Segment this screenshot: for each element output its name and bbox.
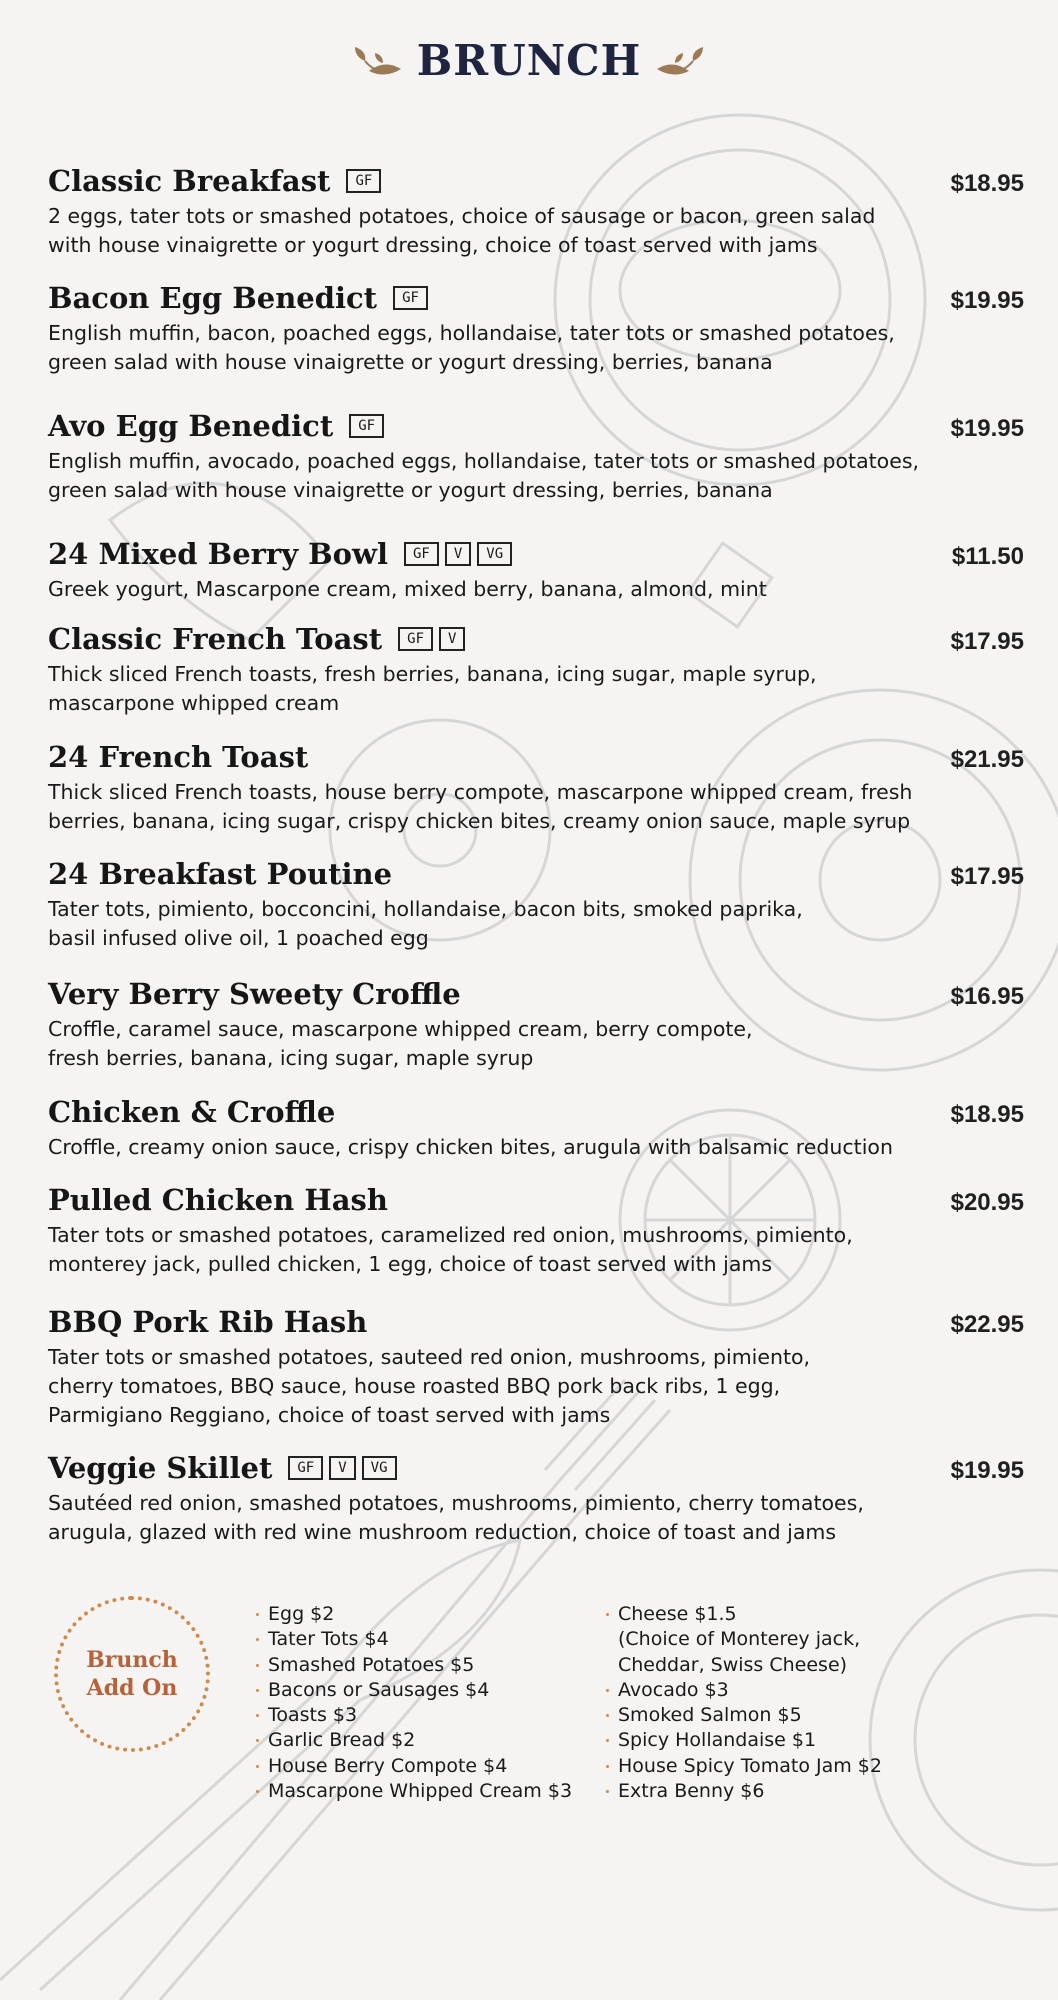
addon-item: Spicy Hollandaise $1 (606, 1728, 882, 1753)
item-price: $17.95 (950, 863, 1024, 890)
item-name: 24 Mixed Berry Bowl (48, 537, 388, 571)
addon-item: Smoked Salmon $5 (606, 1703, 882, 1728)
addon-item: Toasts $3 (256, 1703, 572, 1728)
addon-item: Avocado $3 (606, 1678, 882, 1703)
menu-item-24-french-toast (48, 740, 1024, 836)
menu-header (0, 36, 1058, 85)
menu-item-veggie-skillet (48, 1451, 1024, 1547)
item-price: $11.50 (951, 543, 1024, 570)
addon-list-column-1 (256, 1602, 572, 1804)
item-name: BBQ Pork Rib Hash (48, 1305, 368, 1339)
leaf-ornament-right-icon (651, 41, 707, 81)
addon-item: House Berry Compote $4 (256, 1754, 572, 1779)
addon-item: Garlic Bread $2 (256, 1728, 572, 1753)
item-price: $20.95 (950, 1189, 1024, 1216)
item-price: $19.95 (950, 1457, 1024, 1484)
dietary-tag: GF (349, 414, 384, 438)
item-price: $22.95 (950, 1311, 1024, 1338)
dietary-tag: GF (404, 542, 439, 566)
item-price: $19.95 (950, 415, 1024, 442)
menu-item-mixed-berry-bowl (48, 537, 1024, 604)
item-name: Bacon Egg Benedict (48, 281, 378, 315)
dietary-tag: V (329, 1456, 355, 1480)
item-price: $17.95 (950, 628, 1024, 655)
item-price: $19.95 (950, 287, 1024, 314)
addon-item: Cheese $1.5 (Choice of Monterey jack, Cheddar, Swiss Cheese) (606, 1602, 882, 1678)
item-description: Tater tots or smashed potatoes, sauteed red onion, mushrooms, pimiento, cherry tomatoes, BBQ sauce, house roasted BBQ pork back ribs, 1 egg, Parmigiano Reggiano, choice of toast served with jams (48, 1345, 811, 1427)
item-description: Thick sliced French toasts, fresh berries, banana, icing sugar, maple syrup, mascarpone whipped cream (48, 662, 817, 715)
dietary-tags (349, 414, 384, 438)
dietary-tag: V (445, 542, 471, 566)
item-description: Greek yogurt, Mascarpone cream, mixed berry, banana, almond, mint (48, 577, 767, 601)
item-price: $18.95 (950, 170, 1024, 197)
addon-item: Bacons or Sausages $4 (256, 1678, 572, 1703)
addon-item: House Spicy Tomato Jam $2 (606, 1754, 882, 1779)
addon-item: Smashed Potatoes $5 (256, 1653, 572, 1678)
addon-item: Mascarpone Whipped Cream $3 (256, 1779, 572, 1804)
item-description: Sautéed red onion, smashed potatoes, mushrooms, pimiento, cherry tomatoes, arugula, glazed with red wine mushroom reduction, choice of toast and jams (48, 1491, 864, 1544)
item-name: Very Berry Sweety Croffle (48, 977, 461, 1011)
page-title: BRUNCH (416, 36, 642, 85)
menu-item-classic-breakfast (48, 164, 1024, 260)
item-name: Avo Egg Benedict (48, 409, 334, 443)
dietary-tags (404, 542, 512, 566)
dietary-tag: GF (288, 1456, 323, 1480)
menu-item-avo-egg-benedict (48, 409, 1024, 505)
item-price: $16.95 (950, 983, 1024, 1010)
item-description: Croffle, creamy onion sauce, crispy chicken bites, arugula with balsamic reduction (48, 1135, 893, 1159)
item-price: $18.95 (950, 1101, 1024, 1128)
item-name: Veggie Skillet (48, 1451, 273, 1485)
menu-item-bacon-egg-benedict (48, 281, 1024, 377)
item-description: Thick sliced French toasts, house berry compote, mascarpone whipped cream, fresh berries, banana, icing sugar, crispy chicken bites, creamy onion sauce, maple syrup (48, 780, 913, 833)
dietary-tag: V (439, 627, 465, 651)
menu-item-very-berry-sweety-croffle (48, 977, 1024, 1073)
dietary-tag: GF (393, 286, 428, 310)
dietary-tags (398, 627, 465, 651)
dietary-tag: VG (477, 542, 512, 566)
item-name: Classic Breakfast (48, 164, 331, 198)
addon-title: Brunch Add On (86, 1647, 178, 1701)
addon-badge (54, 1596, 210, 1752)
item-description: 2 eggs, tater tots or smashed potatoes, choice of sausage or bacon, green salad with house vinaigrette or yogurt dressing, choice of toast served with jams (48, 204, 876, 257)
leaf-ornament-left-icon (351, 41, 407, 81)
addon-item: Extra Benny $6 (606, 1779, 882, 1804)
item-name: Chicken & Croffle (48, 1095, 336, 1129)
item-description: Tater tots or smashed potatoes, caramelized red onion, mushrooms, pimiento, monterey jack, pulled chicken, 1 egg, choice of toast served with jams (48, 1223, 853, 1276)
item-price: $21.95 (950, 746, 1024, 773)
item-description: English muffin, avocado, poached eggs, hollandaise, tater tots or smashed potatoes, green salad with house vinaigrette or yogurt dressing, berries, banana (48, 449, 920, 502)
addon-list-column-2 (606, 1602, 882, 1804)
item-name: Pulled Chicken Hash (48, 1183, 388, 1217)
menu-item-classic-french-toast (48, 622, 1024, 718)
addon-item: Tater Tots $4 (256, 1627, 572, 1652)
item-name: 24 French Toast (48, 740, 309, 774)
item-name: Classic French Toast (48, 622, 383, 656)
menu-item-breakfast-poutine (48, 857, 1024, 953)
item-description: English muffin, bacon, poached eggs, hollandaise, tater tots or smashed potatoes, green salad with house vinaigrette or yogurt dressing, berries, banana (48, 321, 895, 374)
dietary-tag: VG (362, 1456, 397, 1480)
dietary-tags (393, 286, 428, 310)
item-description: Tater tots, pimiento, bocconcini, hollandaise, bacon bits, smoked paprika, basil infused olive oil, 1 poached egg (48, 897, 803, 950)
menu-item-bbq-pork-rib-hash (48, 1305, 1024, 1430)
item-name: 24 Breakfast Poutine (48, 857, 393, 891)
dietary-tag: GF (346, 169, 381, 193)
dietary-tags (288, 1456, 396, 1480)
menu-item-pulled-chicken-hash (48, 1183, 1024, 1279)
item-description: Croffle, caramel sauce, mascarpone whipped cream, berry compote, fresh berries, banana, icing sugar, maple syrup (48, 1017, 753, 1070)
menu-item-chicken-croffle (48, 1095, 1024, 1162)
dietary-tag: GF (398, 627, 433, 651)
addon-item: Egg $2 (256, 1602, 572, 1627)
dietary-tags (346, 169, 381, 193)
